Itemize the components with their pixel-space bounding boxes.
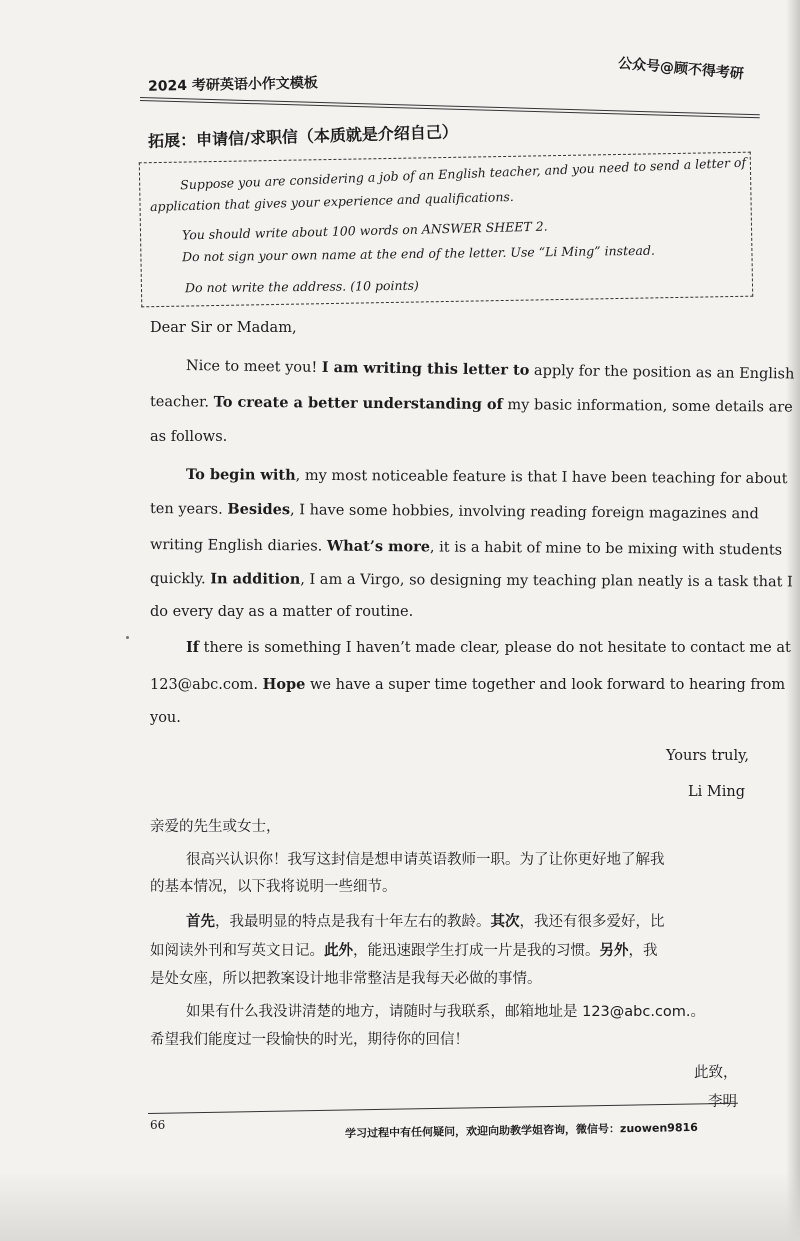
prompt-line-1: Suppose you are considering a job of an English teacher, and you need to send a letter of xyxy=(179,154,747,193)
running-header-account: 公众号@顾不得考研 xyxy=(617,55,745,83)
letter-paragraph-2-line-5: do every day as a matter of routine. xyxy=(150,604,414,620)
letter-signature: Li Ming xyxy=(688,784,745,800)
translation-closing: 此致， xyxy=(694,1065,738,1081)
letter-paragraph-2-line-2: ten years. Besides, I have some hobbies, involving reading foreign magazines and xyxy=(149,500,759,523)
translation-paragraph-1-line-2: 的基本情况，以下我将说明一些细节。 xyxy=(150,879,397,895)
section-title: 拓展：申请信/求职信（本质就是介绍自己） xyxy=(147,122,459,151)
letter-paragraph-3-line-3: you. xyxy=(150,710,181,726)
translation-signature: 李明 xyxy=(708,1094,737,1110)
running-header-title: 2024 考研英语小作文模板 xyxy=(147,75,319,95)
letter-paragraph-2-line-4: quickly. In addition, I am a Virgo, so designing my teaching plan neatly is a task that I xyxy=(149,570,793,591)
footer-note: 学习过程中有任何疑问，欢迎向助教学姐咨询，微信号：zuowen9816 xyxy=(344,1120,698,1141)
letter-paragraph-2-line-3: writing English diaries. What’s more, it is a habit of mine to be mixing with students xyxy=(149,537,783,559)
translation-paragraph-2-line-3: 是处女座，所以把教案设计地非常整洁是我每天必做的事情。 xyxy=(150,971,542,987)
prompt-line-5: Do not write the address. (10 points) xyxy=(184,277,419,296)
letter-paragraph-3-line-2: 123@abc.com. Hope we have a super time together and look forward to hearing from xyxy=(150,676,786,693)
letter-paragraph-1-line-1: Nice to meet you! I am writing this letter to apply for the position as an English xyxy=(185,358,795,383)
letter-paragraph-2-line-1: To begin with, my most noticeable feature is that I have been teaching for about xyxy=(185,466,788,488)
letter-salutation: Dear Sir or Madam, xyxy=(150,320,297,336)
page-shadow xyxy=(0,1171,800,1241)
prompt-line-2: application that gives your experience and qualifications. xyxy=(149,188,514,215)
letter-paragraph-3-line-1: If there is something I haven’t made clear, please do not hesitate to contact me at xyxy=(186,639,791,656)
translation-paragraph-1-line-1: 很高兴认识你！我写这封信是想申请英语教师一职。为了让你更好地了解我 xyxy=(186,852,665,868)
page-edge xyxy=(786,0,800,1241)
page-number: 66 xyxy=(150,1118,166,1132)
footer-rule xyxy=(148,1103,738,1114)
prompt-line-4: Do not sign your own name at the end of the letter. Use “Li Ming” instead. xyxy=(181,242,655,265)
paper-speck xyxy=(126,636,129,639)
header-rule xyxy=(140,97,760,118)
translation-paragraph-2-line-2: 如阅读外刊和写英文日记。此外，能迅速跟学生打成一片是我的习惯。另外，我 xyxy=(150,943,658,959)
translation-paragraph-3-line-1: 如果有什么我没讲清楚的地方，请随时与我联系，邮箱地址是 123@abc.com.。 xyxy=(186,1004,706,1020)
translation-paragraph-2-line-1: 首先，我最明显的特点是我有十年左右的教龄。其次，我还有很多爱好，比 xyxy=(186,914,665,930)
letter-paragraph-1-line-2: teacher. To create a better understanding of my basic information, some details are xyxy=(149,393,793,416)
translation-paragraph-3-line-2: 希望我们能度过一段愉快的时光，期待你的回信！ xyxy=(150,1032,469,1048)
letter-paragraph-1-line-3: as follows. xyxy=(150,429,228,445)
letter-closing: Yours truly, xyxy=(666,748,749,764)
translation-salutation: 亲爱的先生或女士， xyxy=(150,819,281,835)
prompt-line-3: You should write about 100 words on ANSWER SHEET 2. xyxy=(181,218,548,243)
